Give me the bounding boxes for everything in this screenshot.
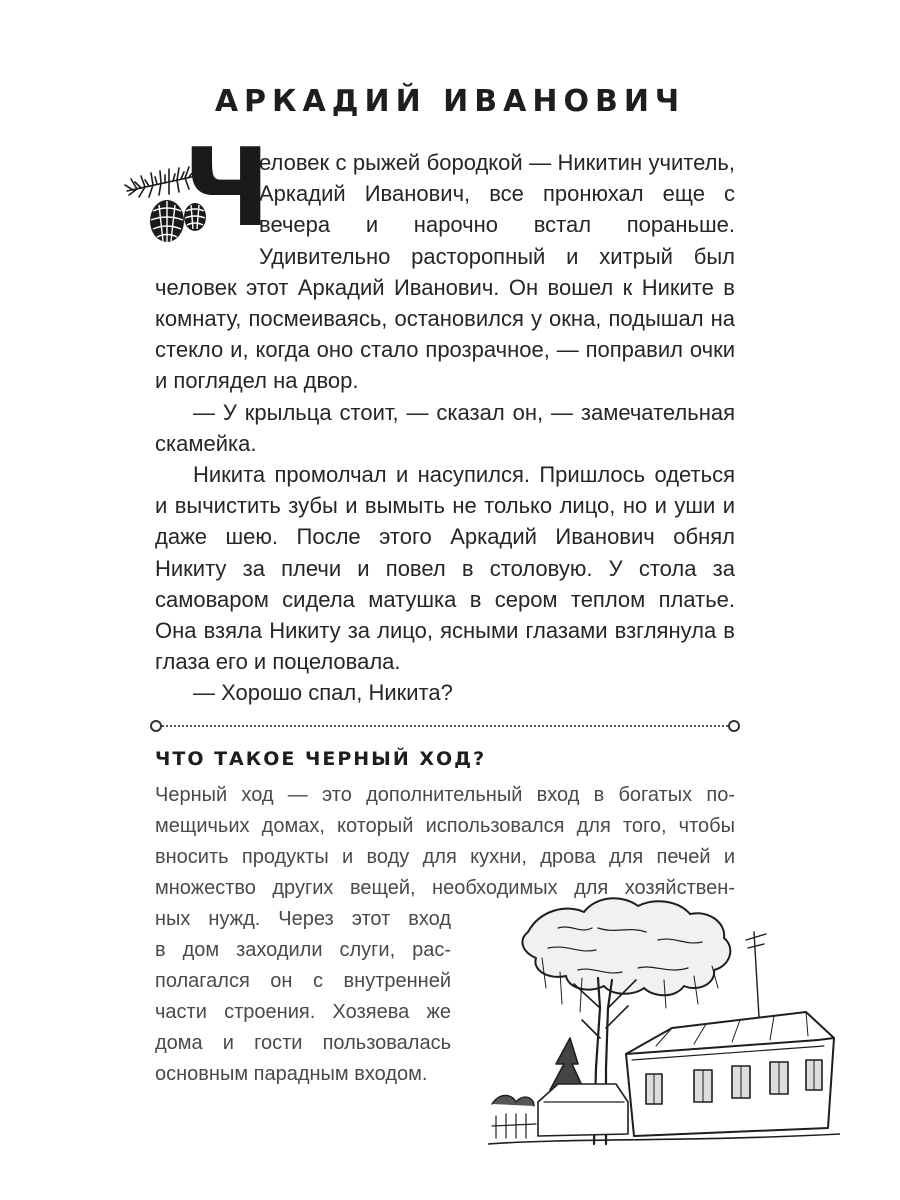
info-line: мещичьих домах, который использовался для того, чтобы — [155, 815, 735, 837]
house-and-tree-illustration — [488, 888, 840, 1150]
chapter-title: АРКАДИЙ ИВАНОВИЧ — [214, 84, 686, 119]
story-paragraph — [155, 126, 735, 397]
dropcap-letter: Ч — [183, 126, 271, 251]
dropcap — [123, 126, 271, 251]
info-line: множество других вещей, необходимых для хозяйствен- — [155, 877, 735, 899]
story-paragraph: Никита промолчал и насупился. Пришлось одеться и вычистить зубы и вымыть не только лицо, но и уши и даже шею. После этого Аркадий Иванович обнял Никиту за плечи и повел в столовую. У стола за самоваром сидела матушка в сером теплом платье. Она взяла Никиту за лицо, ясными глазами взглянула в глаза его и поцеловала. — [155, 462, 735, 675]
divider-left-dot — [150, 720, 162, 732]
info-line: основным парадным входом. — [155, 1063, 428, 1085]
info-line: ных нужд. Через этот вход — [155, 908, 451, 930]
info-line: части строения. Хозяева же — [155, 1001, 451, 1023]
story-paragraph: — Хорошо спал, Никита? — [193, 680, 453, 706]
info-line: вносить продукты и воду для кухни, дрова для печей и — [155, 846, 735, 868]
info-line: дома и гости пользовалась — [155, 1032, 451, 1054]
section-divider — [150, 720, 740, 732]
story-paragraph: — У крыльца стоит, — сказал он, — замечательная скамейка. — [155, 399, 735, 456]
info-line: Черный ход — это дополнительный вход в богатых по- — [155, 784, 735, 806]
story-text — [155, 126, 735, 709]
paragraph-text: еловек с рыжей бородкой — Никитин учитель, Аркадий Иванович, все пронюхал еще с вечера и нарочно встал пораньше. Удивительно расторопный и хитрый был человек этот Аркадий Иванович. Он вошел к Никите в комнату, посмеиваясь, остановился у окна, подышал на стекло и, когда оно стало прозрачное, — поправил очки и поглядел на двор. — [155, 150, 735, 394]
divider-right-dot — [728, 720, 740, 732]
info-line: полагался он с внутренней — [155, 970, 451, 992]
info-line: в дом заходили слуги, рас- — [155, 939, 451, 961]
divider-dotted-line — [162, 725, 728, 727]
info-box-heading: ЧТО ТАКОЕ ЧЕРНЫЙ ХОД? — [155, 748, 487, 770]
